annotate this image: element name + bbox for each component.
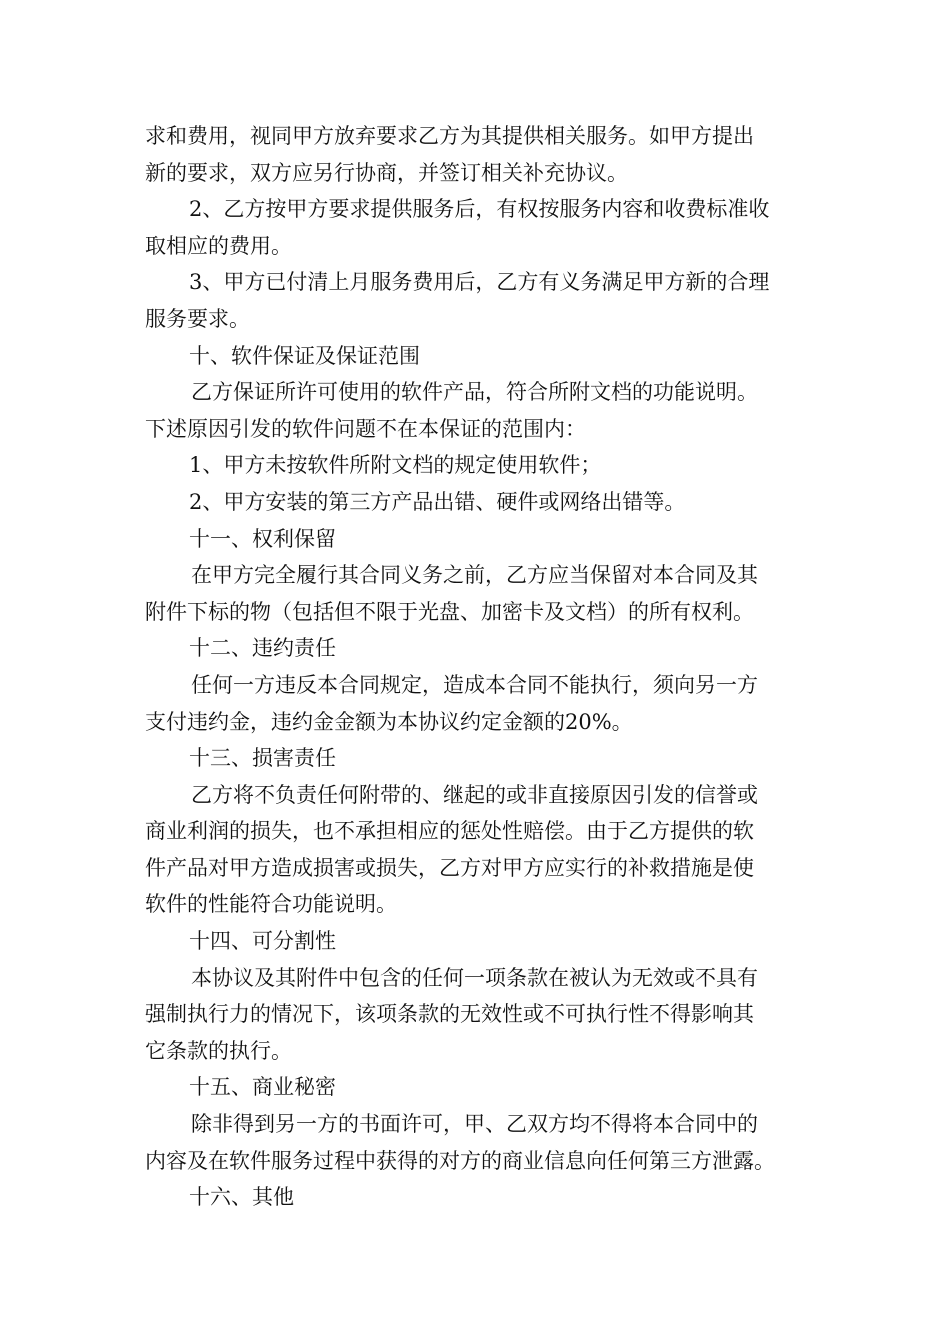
- clause-item: 1、甲方未按软件所附文档的规定使用软件；: [189, 453, 602, 478]
- paragraph-line: 软件的性能符合功能说明。: [145, 892, 397, 917]
- paragraph-line: 乙方保证所许可使用的软件产品，符合所附文档的功能说明。: [191, 380, 758, 405]
- paragraph-line: 附件下标的物（包括但不限于光盘、加密卡及文档）的所有权利。: [145, 599, 754, 624]
- paragraph-line: 乙方将不负责任何附带的、继起的或非直接原因引发的信誉或: [191, 782, 758, 807]
- paragraph-line: 强制执行力的情况下，该项条款的无效性或不可执行性不得影响其: [145, 1002, 754, 1027]
- section-heading: 十、软件保证及保证范围: [189, 343, 420, 368]
- paragraph-line: 任何一方违反本合同规定，造成本合同不能执行，须向另一方: [191, 672, 758, 697]
- paragraph-line: 服务要求。: [145, 306, 250, 331]
- section-heading: 十三、损害责任: [189, 746, 336, 771]
- paragraph-line: 新的要求，双方应另行协商，并签订相关补充协议。: [145, 160, 628, 185]
- paragraph-line: 支付违约金，违约金金额为本协议约定金额的20%。: [145, 709, 633, 734]
- paragraph-line: 取相应的费用。: [145, 233, 292, 258]
- paragraph-line: 内容及在软件服务过程中获得的对方的商业信息向任何第三方泄露。: [145, 1148, 775, 1173]
- paragraph-line: 本协议及其附件中包含的任何一项条款在被认为无效或不具有: [191, 965, 758, 990]
- paragraph-line: 除非得到另一方的书面许可，甲、乙双方均不得将本合同中的: [191, 1112, 758, 1137]
- section-heading: 十五、商业秘密: [189, 1075, 336, 1100]
- section-heading: 十六、其他: [189, 1185, 294, 1210]
- section-heading: 十一、权利保留: [189, 526, 336, 551]
- section-heading: 十二、违约责任: [189, 636, 336, 661]
- paragraph-line: 商业利润的损失，也不承担相应的惩处性赔偿。由于乙方提供的软: [145, 819, 754, 844]
- paragraph-line: 求和费用，视同甲方放弃要求乙方为其提供相关服务。如甲方提出: [145, 124, 754, 148]
- document-body: [145, 118, 810, 1216]
- paragraph-line: 件产品对甲方造成损害或损失，乙方对甲方应实行的补救措施是使: [145, 855, 754, 880]
- clause-item: 2、乙方按甲方要求提供服务后，有权按服务内容和收费标准收: [189, 197, 770, 222]
- clause-item: 3、甲方已付清上月服务费用后，乙方有义务满足甲方新的合理: [189, 270, 770, 295]
- paragraph-line: 下述原因引发的软件问题不在本保证的范围内：: [145, 416, 586, 441]
- clause-item: 2、甲方安装的第三方产品出错、硬件或网络出错等。: [189, 489, 686, 514]
- section-heading: 十四、可分割性: [189, 929, 336, 954]
- paragraph-line: 它条款的执行。: [145, 1038, 292, 1063]
- paragraph-line: 在甲方完全履行其合同义务之前，乙方应当保留对本合同及其: [191, 563, 758, 588]
